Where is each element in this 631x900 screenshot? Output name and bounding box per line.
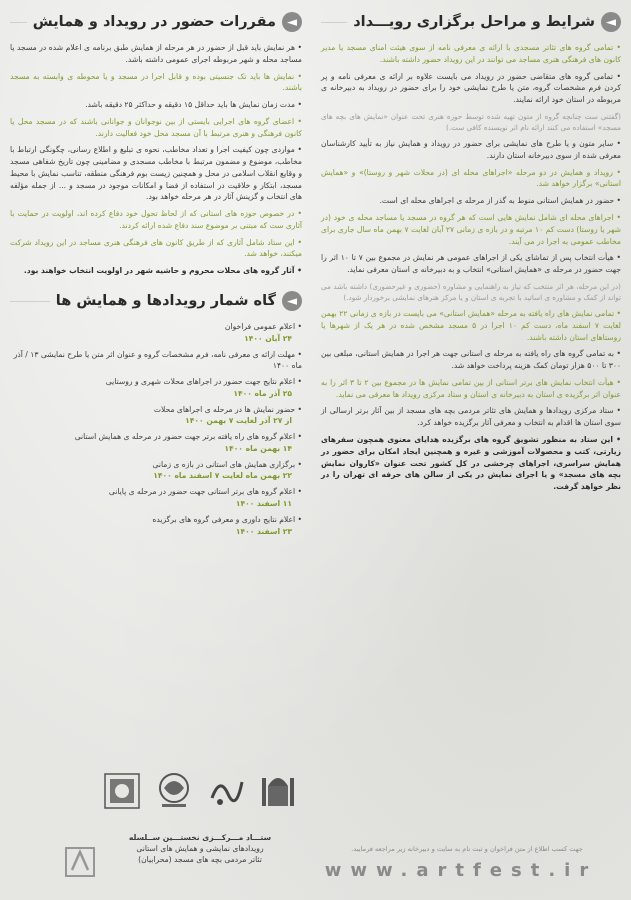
timeline-event: • اعلام گروه های برتر استانی جهت حضور در مرحله ی پایانی — [108, 487, 302, 497]
condition-item: • تمامی گروه های تئاتر مسجدی با ارائه ی معرفی نامه از سوی هیئت امنای مسجد یا مدیر کانون های فرهنگی هنری مساجد می توانند در این رویداد حضور داشته باشند. — [321, 43, 621, 64]
section-bullet-icon: ◄ — [282, 291, 302, 311]
mosque-logo-icon — [257, 767, 299, 813]
secretariat-line: رویدادهای نمایشی و همایش های استانی — [136, 844, 264, 853]
section-bullet-icon: ◄ — [601, 12, 621, 32]
rules-header — [10, 12, 302, 32]
conditions-list — [321, 42, 621, 493]
timeline-entry — [10, 431, 302, 455]
condition-item: • هیأت انتخاب پس از تماشای یکی از اجراهای عمومی هر نمایش در مجموع بین ۷ تا ۱۰ اثر را جهت حضور در مرحله ی «همایش استانی» انتخاب و به دبیرخانه ی استان معرفی نماید. — [321, 253, 621, 275]
rule-item: • اعضای گروه های اجرایی بایستی از بین نوجوانان و جوانانی باشند که در مسجد محل یا کانون فرهنگی و هنری مرتبط با آن مسجد محل خود فعالیت دارند. — [10, 116, 302, 138]
header-divider — [10, 22, 27, 23]
rule-item: • در خصوص حوزه های استانی که از لحاظ تحول خود دفاع کرده اند، اولویت در حمایت با آثاری ست که مبتنی بر موضوع سند دفاع شده ارائه کردند. — [10, 209, 302, 230]
timeline-date: ۲۳ اسفند ۱۴۰۰ — [235, 526, 292, 536]
timeline-event: • حضور نمایش ها در مرحله ی اجراهای محلات — [153, 404, 302, 414]
rule-item: • نمایش ها باید تک جنسیتی بوده و قابل اجرا در مسجد و یا محوطه ی وابسته به مسجد باشند. — [10, 71, 302, 93]
sponsor-logos — [100, 760, 300, 820]
condition-item: • ستاد مرکزی رویدادها و همایش های تئاتر مردمی بچه های مسجد از بین آثار برتر ارسالی از سوی استان ها اقدام به انتخاب و معرفی آثار برگزیده خواهد کرد. — [321, 406, 621, 428]
timeline-entry — [10, 459, 302, 483]
timeline-entry — [10, 376, 302, 400]
condition-item: • اجراهای محله ای شامل نمایش هایی است که هر گروه در مسجد یا مساجد محله ی خود (در شهر یا روستا) دست کم ۱۰ مرتبه و در بازه ی زمانی ۲۷ آبان لغایت ۷ بهمن ماه سال جاری برای مخاطب عمومی به اجرا در می آیند. — [321, 212, 622, 246]
condition-item: • هیأت انتخاب نمایش های برتر استانی از بین تمامی نمایش ها در مجموع بین ۲ تا ۳ اثر را به عنوان اثر برگزیده ی استان به دبیرخانه ی استان و ستاد مرکزی رویداد ها معرفی می نماید. — [321, 377, 621, 399]
condition-item: • تمامی نمایش های راه یافته به مرحله «همایش استانی» می بایست در بازه ی زمانی ۲۲ بهمن لغایت ۷ اسفند ماه، دست کم ۱۰ اجرا در ۵ مسجد مشخص شده در هر یک از شهرها یا روستاهای استان داشته باشند. — [321, 309, 621, 342]
rule-item: • هر نمایش باید قبل از حضور در هر مرحله از همایش طبق برنامه ی اعلام شده در مسجد یا مساجد محله و شهر مربوطه اجرای عمومی داشته باشد. — [10, 43, 302, 64]
secretariat-line: تئاتر مردمی بچه های مسجد (محرابیان) — [138, 855, 262, 864]
condition-item: • تمامی گروه های متقاضی حضور در رویداد می بایست علاوه بر ارائه ی معرفی نامه و پر کردن فرم مشخصات گروه، متن یا طرح نمایشی خود را برای حضور در رویداد به دبیرخانه ی مربوطه در استان خود ارائه نمایند. — [321, 71, 621, 105]
ornament-logo-icon — [153, 767, 195, 813]
timeline-entry — [10, 404, 302, 428]
timeline-entry — [10, 349, 302, 373]
rule-item: • این ستاد شامل آثاری که از طریق کانون های فرهنگی هنری مساجد در این رویداد شرکت میکنند، خواهد شد. — [10, 237, 302, 259]
timeline-event: • برگزاری همایش های استانی در بازه ی زمانی — [152, 459, 302, 469]
timeline-date: ۲۴ آبان ۱۴۰۰ — [244, 333, 292, 343]
secretariat-caption — [95, 832, 305, 865]
rules-column — [10, 12, 302, 541]
conditions-column — [321, 12, 621, 498]
calligraphy-logo-icon — [205, 767, 247, 813]
section-bullet-icon: ◄ — [282, 12, 302, 32]
website-link[interactable]: www.artfest.ir — [324, 860, 598, 881]
condition-item: • حضور در همایش استانی منوط به گذر از مرحله ی اجراهای محله ای است. — [379, 196, 621, 206]
theatre-children-logo-icon — [101, 767, 143, 813]
condition-item: (در این مرحله، هر اثر منتخب که نیاز به راهنمایی و مشاوره (حضوری و غیرحضوری) داشته باشد می تواند از کمک و مشاوره ی اساتید با تجربه ی استان و یا مرکز هنرهای نمایشی برخوردار شود.) — [321, 281, 621, 302]
timeline-date: ۱۱ اسفند ۱۴۰۰ — [235, 498, 292, 508]
header-divider — [321, 22, 347, 23]
condition-item: • این ستاد به منظور تشویق گروه های برگزیده هدایای معنوی همچون سفرهای زیارتی، کتب و محصولات آموزشی و غیره و همچنین ایجاد امکان برای حضور در همایش سراسری، اجراهای چرخشی در کل کشور تحت عنوان «کاروان نمایش بچه های مسجد» و یا اجرای نمایش در یکی از سالن های حرفه ای تهران را در نظر خواهد گرفت. — [321, 435, 621, 492]
timeline-event: • اعلام نتایج جهت حضور در اجراهای محلات شهری و روستایی — [105, 377, 302, 387]
secretariat-line: ستـــاد مـــرکـــزی نخستـــین ســلسله — [128, 833, 272, 842]
timeline-event: • مهلت ارائه ی معرفی نامه، فرم مشخصات گروه و عنوان اثر متن یا طرح نمایشی ۱۳ / آذر ماه ۱۴۰۰ — [13, 349, 302, 371]
timeline-event: • اعلام عمومی فراخوان — [224, 322, 302, 332]
timeline-list — [10, 321, 302, 537]
timeline-date: ۲۵ آذر ماه ۱۴۰۰ — [233, 388, 292, 398]
timeline-date: از ۲۷ آذر لغایت ۷ بهمن ۱۴۰۰ — [185, 416, 292, 426]
timeline-date: ۲۲ بهمن ماه لغایت ۷ اسفند ماه ۱۴۰۰ — [153, 471, 292, 481]
timeline-title: گاه شمار رویدادها و همایش ها — [55, 293, 276, 310]
condition-item: • سایر متون و یا طرح های نمایشی برای حضور در رویداد و همایش نیاز به تأیید کارشناسان معرفی شده از سوی دبیرخانه استان دارند. — [321, 139, 621, 160]
condition-item: (گفتنی ست چنانچه گروه از متون تهیه شده توسط حوزه هنری تحت عنوان «نمایش های بچه های مسجد» استفاده می کنند ارائه نام اثر نویسنده کافی ست.) — [321, 111, 621, 132]
contact-note: جهت کسب اطلاع از متن فراخوان و ثبت نام به سایت و دبیرخانه زیر مراجعه فرمایید. — [351, 845, 583, 853]
conditions-title: شرایط و مراحل برگزاری رویـــداد — [353, 14, 595, 30]
rule-item: • آثار گروه های محلات محروم و حاشیه شهر در اولویت انتخاب خواهند بود. — [23, 266, 302, 276]
condition-item: • به تمامی گروه های راه یافته به مرحله ی استانی جهت هر اجرا در همایش استانی، مبلغی بین ۳۰۰ تا ۵۰۰ هزار تومان کمک هزینه پرداخت خواهد شد. — [321, 349, 621, 371]
timeline-entry — [10, 321, 302, 345]
rules-title: مقررات حضور در رویداد و همایش — [32, 14, 276, 30]
watermark-logo-icon — [56, 836, 104, 888]
timeline-event: • اعلام گروه های راه یافته برتر جهت حضور در مرحله ی همایش استانی — [74, 432, 302, 442]
timeline-event: • اعلام نتایج داوری و معرفی گروه های برگزیده — [152, 514, 302, 524]
timeline-header — [10, 291, 302, 311]
rule-item: • مدت زمان نمایش ها باید حداقل ۱۵ دقیقه و حداکثر ۲۵ دقیقه باشد. — [85, 100, 302, 110]
condition-item: • رویداد و همایش در دو مرحله «اجراهای محله ای (در محلات شهر و روستا)» و «همایش استانی» برگزار خواهد شد. — [321, 167, 621, 189]
timeline-entry — [10, 486, 302, 510]
conditions-header — [321, 12, 621, 32]
rules-list — [10, 42, 302, 277]
header-divider — [10, 301, 50, 302]
timeline-date: ۱۴ بهمن ماه ۱۴۰۰ — [224, 443, 292, 453]
rule-item: • مواردی چون کیفیت اجرا و تعداد مخاطب، نحوه ی تبلیغ و اطلاع رسانی، چگونگی ارتباط با مخاطب، موضوع و مضمون مرتبط با مخاطب مسجدی و مضامینی چون تاریخ شفاهی مسجد و وقایع انقلاب اسلامی در محل و همچنین زیست بوم فرهنگی منطقه، تناسب نمایش با محیط مسجد، ابتکار و خلاقیت در استفاده از فضا و امکانات موجود در مسجد و ... از جمله مؤلفه های انتخاب و گزینش آثار در هر مرحله خواهد بود. — [10, 145, 302, 202]
timeline-entry — [10, 514, 302, 538]
